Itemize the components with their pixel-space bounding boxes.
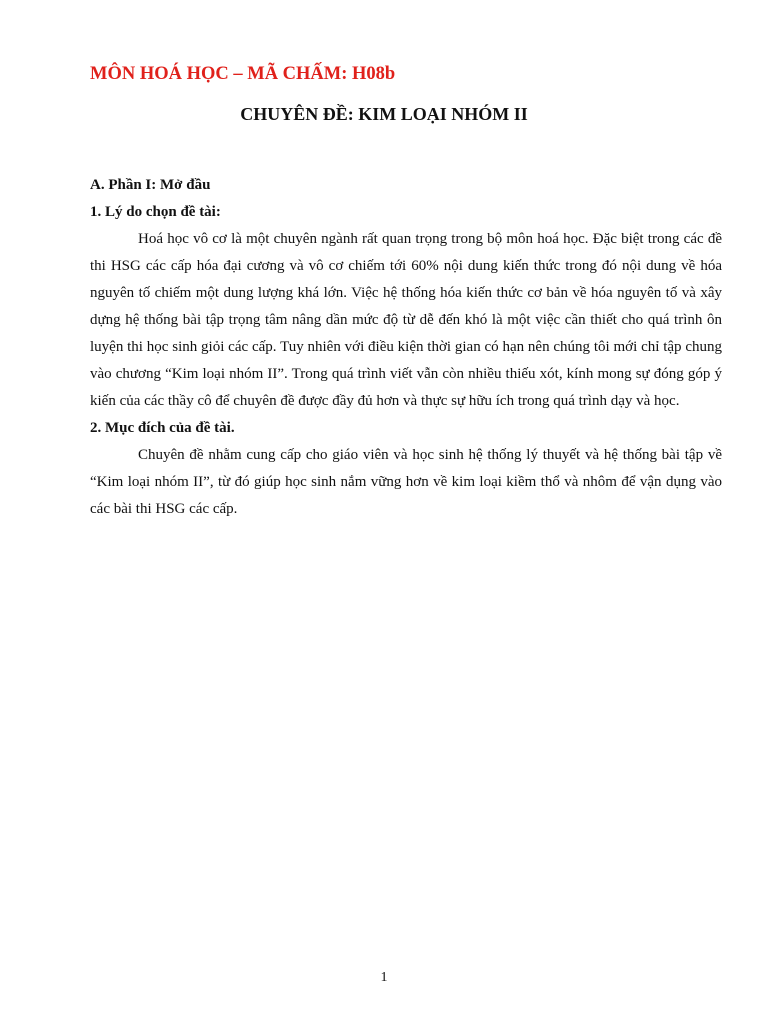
paragraph-reason: Hoá học vô cơ là một chuyên ngành rất quan trọng trong bộ môn hoá học. Đặc biệt trong các đề thi HSG các cấp hóa đại cương và vô cơ chiếm tới 60% nội dung kiến thức trong đó nội dung về hóa nguyên tố chiếm một dung lượng khá lớn. Việc hệ thống hóa kiến thức cơ bản về hóa nguyên tố và xây dựng hệ thống bài tập trọng tâm nâng dần mức độ từ dễ đến khó là một việc cần thiết cho quá trình ôn luyện thi học sinh giỏi các cấp. Tuy nhiên với điều kiện thời gian có hạn nên chúng tôi mới chỉ tập chung vào chương “Kim loại nhóm II”. Trong quá trình viết vẫn còn nhiều thiếu xót, kính mong sự đóng góp ý kiến của các thầy cô để chuyên đề được đầy đủ hơn và thực sự hữu ích trong quá trình dạy và học. [90,231,722,409]
subject-code-title: MÔN HOÁ HỌC – MÃ CHẤM: H08b [90,64,396,84]
part-heading: A. Phần I: Mở đầu [90,177,211,193]
paragraph-purpose: Chuyên đề nhằm cung cấp cho giáo viên và học sinh hệ thống lý thuyết và hệ thống bài tập về “Kim loại nhóm II”, từ đó giúp học sinh nắm vững hơn về kim loại kiềm thổ và nhôm để vận dụng vào các bài thi HSG các cấp. [90,447,722,517]
topic-title: CHUYÊN ĐỀ: KIM LOẠI NHÓM II [240,104,528,124]
page-number: 1 [380,970,388,985]
document-body [90,172,722,523]
section-heading-reason: 1. Lý do chọn đề tài: [90,204,221,220]
section-heading-purpose: 2. Mục đích của đề tài. [90,420,235,436]
